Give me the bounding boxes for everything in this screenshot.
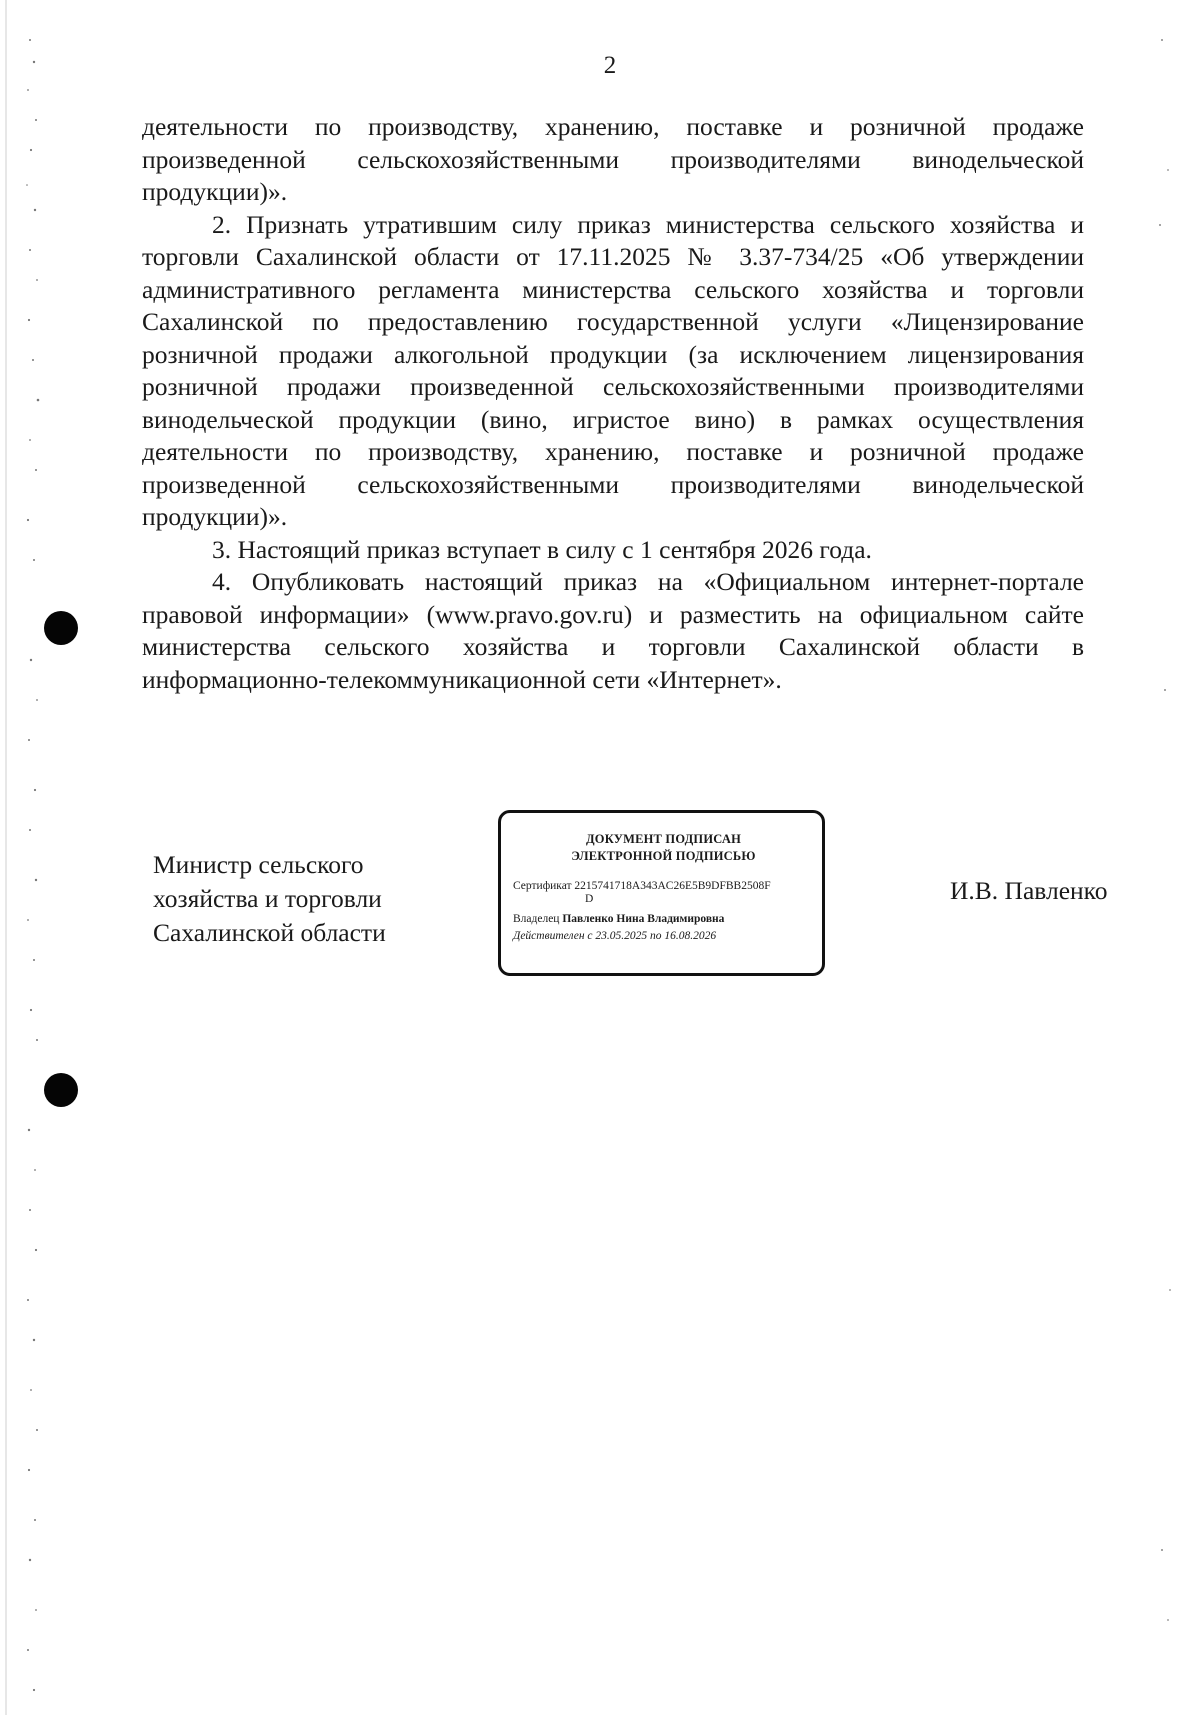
punch-hole	[44, 1073, 78, 1107]
stamp-owner-row	[513, 912, 814, 926]
paragraph-2: 2. Признать утратившим силу приказ министерства сельского хозяйства и торговли Сахалинской области от 17.11.2025 № 3.37-734/25 «Об утверждении административного регламента министерства сельского хозяйства и торговли Сахалинской по предоставлению государственной услуги «Лицензирование розничной продажи алкогольной продукции (за исключением лицензирования розничной продажи произведенной сельскохозяйственными производителями винодельческой продукции (вино, игристое вино) в рамках осуществления деятельности по производству, хранению, поставке и розничной продаже произведенной сельскохозяйственными производителями винодельческой продукции)».	[142, 209, 1084, 531]
paragraph-4: 4. Опубликовать настоящий приказ на «Официальном интернет-портале правовой информации» (www.pravo.gov.ru) и разместить на официальном сайте министерства сельского хозяйства и торговли Сахалинской области в информационно-телекоммуникационной сети «Интернет».	[142, 567, 1084, 694]
stamp-validity: Действителен с 23.05.2025 по 16.08.2026	[513, 930, 717, 942]
signer-title-line: хозяйства и торговли	[153, 884, 382, 913]
document-body	[142, 111, 1084, 696]
signer-title-line: Министр сельского	[153, 850, 364, 879]
stamp-certificate-row	[513, 879, 814, 893]
punch-hole	[44, 611, 78, 645]
electronic-signature-stamp	[498, 810, 825, 976]
stamp-owner-name: Павленко Нина Владимировна	[562, 913, 725, 925]
stamp-certificate-value: 2215741718A343AC26E5B9DFBB2508F	[574, 880, 771, 892]
signer-name: И.В. Павленко	[950, 876, 1108, 905]
scan-edge-noise-right	[1150, 0, 1200, 1715]
paragraph-continuation: деятельности по производству, хранению, поставке и розничной продаже произведенной сельскохозяйственными производителями винодельческой продукции)».	[142, 112, 1084, 206]
signer-title	[153, 848, 453, 950]
scan-edge-noise-left	[0, 0, 46, 1715]
stamp-certificate-tail: D	[585, 893, 594, 905]
signer-title-line: Сахалинской области	[153, 918, 386, 947]
stamp-title-line-1: ДОКУМЕНТ ПОДПИСАН	[585, 832, 742, 846]
stamp-title-line-2: ЭЛЕКТРОННОЙ ПОДПИСЬЮ	[571, 849, 756, 863]
paragraph-3: 3. Настоящий приказ вступает в силу с 1 сентября 2026 года.	[212, 534, 872, 564]
page-number: 2	[603, 52, 617, 79]
stamp-owner-label: Владелец	[513, 913, 560, 925]
stamp-certificate-label: Сертификат	[513, 880, 572, 892]
